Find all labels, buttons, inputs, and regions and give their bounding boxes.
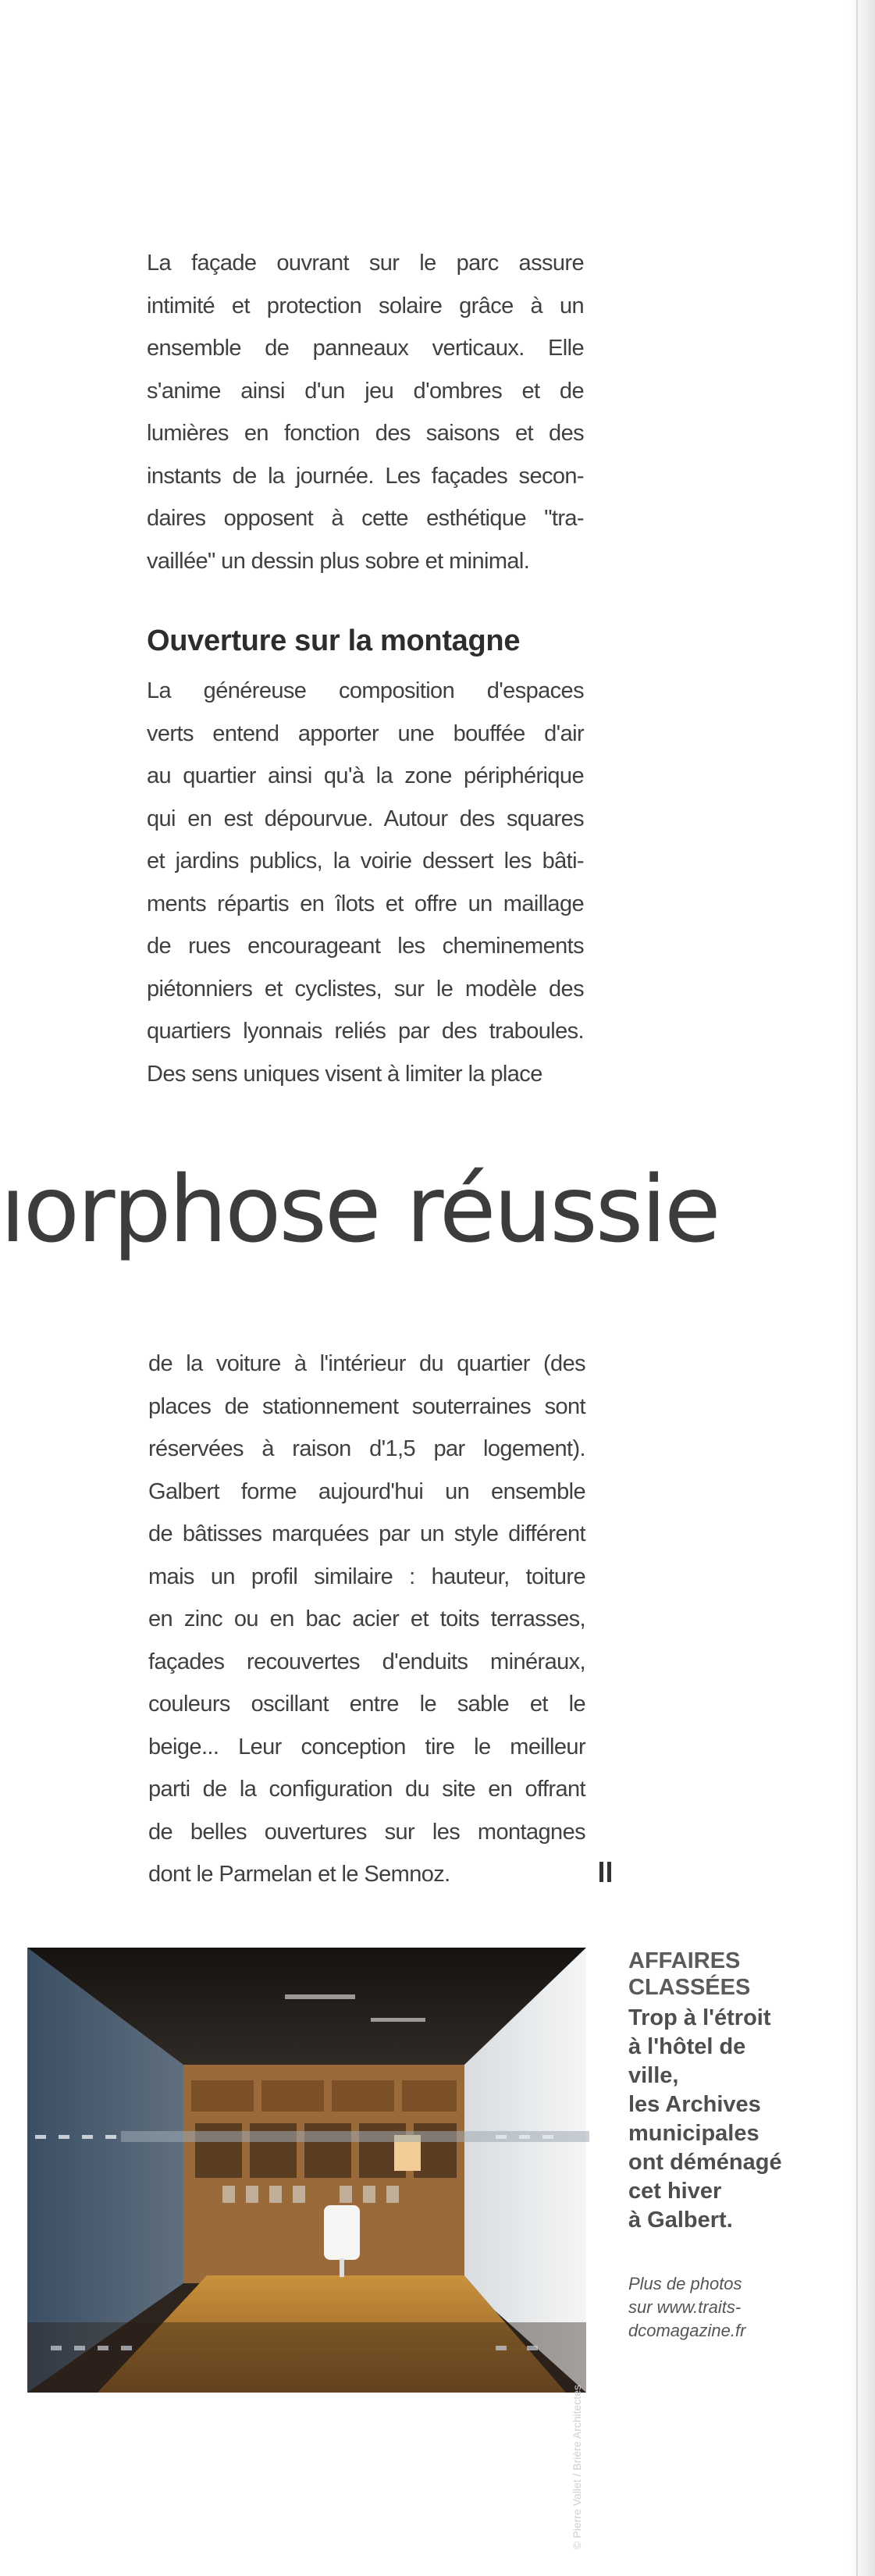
text-line: ensemble de panneaux verticaux. Elle xyxy=(147,336,584,361)
text-line: Galbert forme aujourd'hui un ensemble xyxy=(148,1478,585,1504)
text-line: La généreuse composition d'espaces xyxy=(147,678,584,703)
caption-title: AFFAIRES CLASSÉES xyxy=(628,1948,751,2000)
body-text-block-2 xyxy=(147,670,584,1095)
text-line: s'anime ainsi d'un jeu d'ombres et de xyxy=(147,378,584,404)
text-line: daires opposent à cette esthétique "tra- xyxy=(147,506,584,531)
text-line: réservées à raison d'1,5 par logement). xyxy=(148,1436,585,1461)
paragraph-montagne xyxy=(147,670,584,1095)
text-line: au quartier ainsi qu'à la zone périphérique xyxy=(147,763,584,788)
text-line: quartiers lyonnais reliés par des traboules. xyxy=(147,1019,584,1044)
text-line: de la voiture à l'intérieur du quartier (des xyxy=(148,1351,585,1376)
text-line: et jardins publics, la voirie dessert les bâti- xyxy=(147,849,584,873)
text-line: La façade ouvrant sur le parc assure xyxy=(147,251,584,276)
text-line: beige... Leur conception tire le meilleur xyxy=(148,1734,585,1759)
photo-caption xyxy=(628,1948,792,2343)
text-line-final xyxy=(148,1853,585,1897)
headline: ıorphose réussie xyxy=(0,1155,719,1263)
paragraph-facade xyxy=(147,242,584,582)
paragraph-galbert xyxy=(148,1343,585,1897)
text-line: ments répartis en îlots et offre un maillage xyxy=(147,891,584,916)
text-line: dont le Parmelan et le Semnoz. xyxy=(148,1862,450,1887)
text-line: lumières en fonction des saisons et des xyxy=(147,421,584,446)
text-line: vaillée" un dessin plus sobre et minimal. xyxy=(147,548,530,574)
more-photos-link-text: Plus de photos sur www.traits- dcomagazine.fr xyxy=(628,2274,746,2340)
end-of-article-mark xyxy=(599,1854,615,1897)
caption-text: Trop à l'étroit à l'hôtel de ville, les Archives municipales ont déménagé cet hiver à Galbert. xyxy=(628,2005,782,2233)
text-line: parti de la configuration du site en offrant xyxy=(148,1777,585,1802)
text-line: Des sens uniques visent à limiter la place xyxy=(147,1061,542,1087)
text-line: verts entend apporter une bouffée d'air xyxy=(147,720,584,746)
text-line: de rues encourageant les cheminements xyxy=(147,934,584,959)
body-text-block-1 xyxy=(147,242,584,582)
text-line: qui en est dépourvue. Autour des squares xyxy=(147,806,584,831)
text-line: de belles ouvertures sur les montagnes xyxy=(148,1819,585,1845)
show-through-text xyxy=(437,1241,452,1296)
archives-room-photo: © Pierre Vallet / Brière Architectes xyxy=(27,1948,586,2393)
text-line: mais un profil similaire : hauteur, toiture xyxy=(148,1564,585,1589)
text-line: instants de la journée. Les façades secon- xyxy=(147,463,584,489)
section-heading: Ouverture sur la montagne xyxy=(147,624,521,657)
page-edge-shadow xyxy=(848,0,875,2576)
text-line: façades recouvertes d'enduits minéraux, xyxy=(148,1649,585,1674)
body-text-block-3 xyxy=(148,1343,585,1897)
text-line: en zinc ou en bac acier et toits terrasses, xyxy=(148,1606,585,1631)
photo-illustration xyxy=(27,1948,586,2393)
text-line: de bâtisses marquées par un style différent xyxy=(148,1521,585,1546)
text-line: intimité et protection solaire grâce à un xyxy=(147,293,584,318)
page-edge-line xyxy=(856,0,858,2576)
text-line: piétonniers et cyclistes, sur le modèle des xyxy=(147,976,584,1002)
text-line: couleurs oscillant entre le sable et le xyxy=(148,1692,585,1717)
text-line: places de stationnement souterraines sont xyxy=(148,1393,585,1419)
